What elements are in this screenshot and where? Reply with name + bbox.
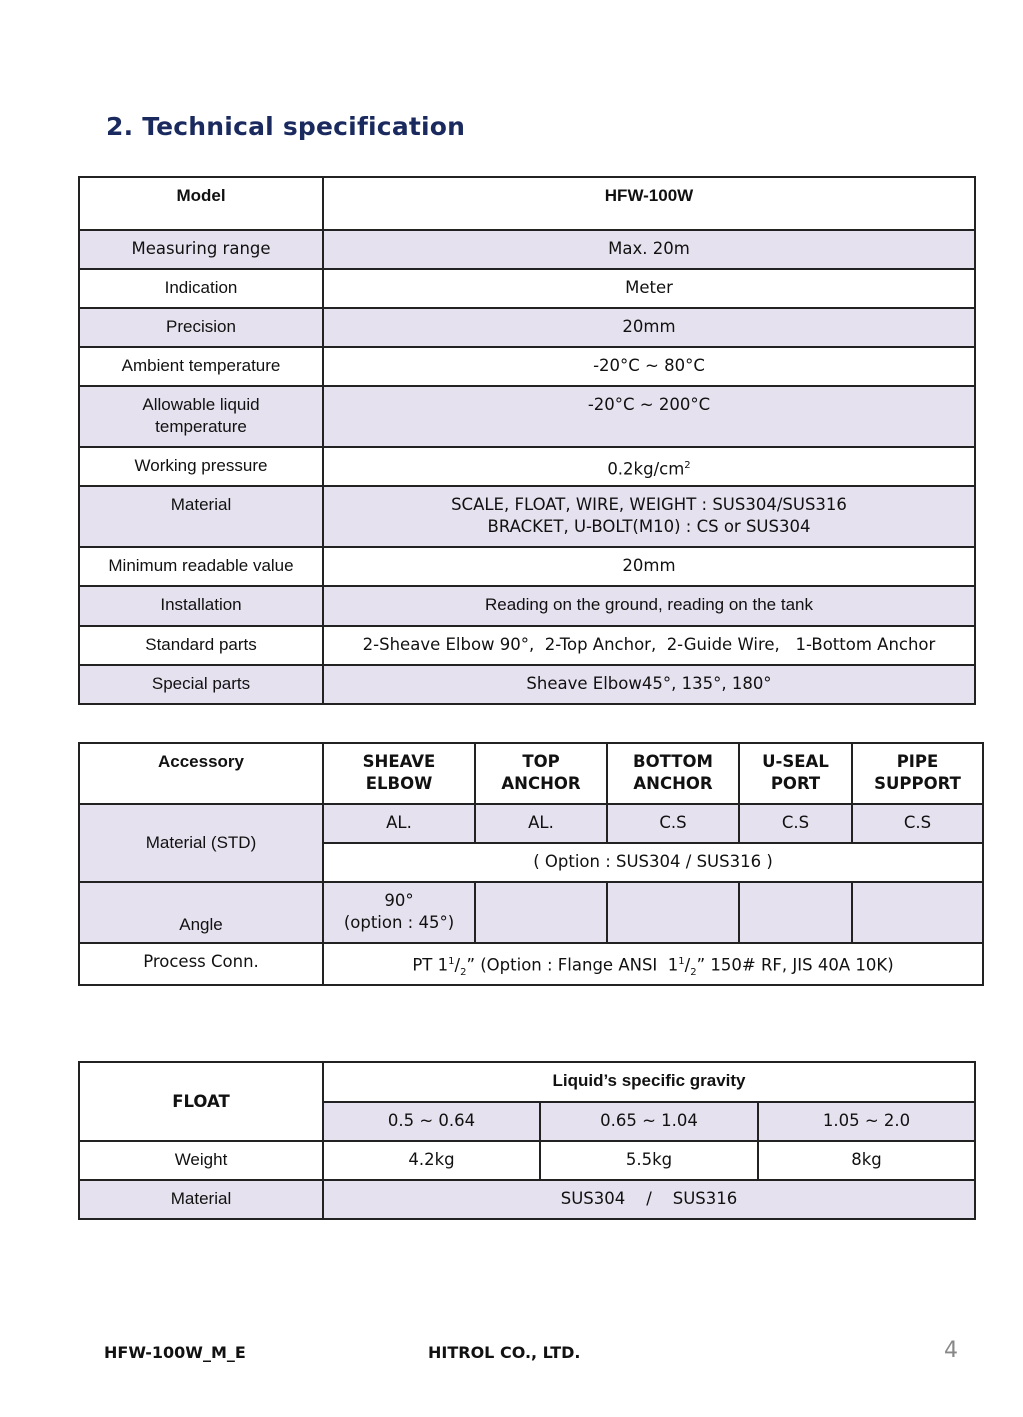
header-line: TOP xyxy=(522,752,560,771)
float-label: FLOAT xyxy=(79,1062,323,1141)
float-material-label: Material xyxy=(79,1180,323,1219)
spec-label: Measuring range xyxy=(79,230,323,269)
fraction-numerator: 1 xyxy=(678,956,685,967)
accessory-header: Accessory xyxy=(79,743,323,804)
header-line: SUPPORT xyxy=(874,774,961,793)
spec-value: Max. 20m xyxy=(323,230,975,269)
spec-row xyxy=(79,347,975,386)
spec-label: Allowable liquid temperature xyxy=(79,386,323,447)
fraction-slash: / xyxy=(684,955,691,975)
accessory-material-row xyxy=(79,804,983,843)
angle-value xyxy=(323,882,475,943)
pressure-exponent: 2 xyxy=(684,460,691,471)
spec-value: -20°C ~ 200°C xyxy=(323,386,975,447)
page-title: 2. Technical specification xyxy=(106,112,466,141)
header-line: ELBOW xyxy=(365,774,433,793)
spec-label: Material xyxy=(79,486,323,547)
accessory-angle-row xyxy=(79,882,983,943)
spec-row xyxy=(79,547,975,586)
pressure-value: 0.2kg/cm xyxy=(607,459,685,479)
angle-option: (option : 45°) xyxy=(343,913,455,932)
material-cell: AL. xyxy=(323,804,475,843)
page-number: 4 xyxy=(944,1338,958,1363)
spec-value: Meter xyxy=(323,269,975,308)
spec-value xyxy=(323,486,975,547)
spec-row xyxy=(79,486,975,547)
spec-row xyxy=(79,447,975,486)
material-line-1: SCALE, FLOAT, WIRE, WEIGHT : SUS304/SUS316 xyxy=(451,495,847,514)
process-conn-value xyxy=(323,943,983,985)
spec-value: 2-Sheave Elbow 90°, 2-Top Anchor, 2-Guide Wire, 1-Bottom Anchor xyxy=(323,626,975,665)
spec-value: Reading on the ground, reading on the tank xyxy=(323,586,975,626)
spec-row xyxy=(79,269,975,308)
gravity-header: Liquid’s specific gravity xyxy=(323,1062,975,1102)
spec-value: -20°C ~ 80°C xyxy=(323,347,975,386)
accessory-col-pipe-support xyxy=(852,743,983,804)
header-line: ANCHOR xyxy=(501,774,581,793)
spec-table xyxy=(78,176,976,705)
weight-value: 5.5kg xyxy=(540,1141,758,1180)
spec-header-model: Model xyxy=(79,177,323,230)
spec-label: Special parts xyxy=(79,665,323,704)
fraction-slash: / xyxy=(454,955,461,975)
spec-value: 20mm xyxy=(323,547,975,586)
spec-value xyxy=(323,447,975,486)
fraction-denominator: 2 xyxy=(690,966,697,978)
spec-label: Installation xyxy=(79,586,323,626)
header-line: ANCHOR xyxy=(633,774,713,793)
material-cell: C.S xyxy=(852,804,983,843)
header-line: SHEAVE xyxy=(362,752,436,771)
angle-label: Angle xyxy=(79,882,323,943)
gravity-range: 0.5 ~ 0.64 xyxy=(323,1102,540,1141)
material-std-label: Material (STD) xyxy=(79,804,323,882)
accessory-header-row xyxy=(79,743,983,804)
header-line: U-SEAL xyxy=(762,752,829,771)
spec-label: Working pressure xyxy=(79,447,323,486)
spec-label: Minimum readable value xyxy=(79,547,323,586)
float-table xyxy=(78,1061,976,1220)
accessory-col-top-anchor xyxy=(475,743,607,804)
process-text: PT 1 xyxy=(412,955,449,975)
gravity-range: 1.05 ~ 2.0 xyxy=(758,1102,975,1141)
weight-value: 4.2kg xyxy=(323,1141,540,1180)
process-text: ” 150# RF, JIS 40A 10K) xyxy=(696,955,894,975)
spec-label: Precision xyxy=(79,308,323,347)
spec-value: Sheave Elbow45°, 135°, 180° xyxy=(323,665,975,704)
spec-row xyxy=(79,586,975,626)
process-text: ” (Option : Flange ANSI 1 xyxy=(466,955,679,975)
accessory-col-u-seal-port xyxy=(739,743,852,804)
material-cell: C.S xyxy=(739,804,852,843)
gravity-range: 0.65 ~ 1.04 xyxy=(540,1102,758,1141)
spec-label: Ambient temperature xyxy=(79,347,323,386)
spec-value: 20mm xyxy=(323,308,975,347)
accessory-process-row xyxy=(79,943,983,985)
angle-empty-cell xyxy=(475,882,607,943)
material-cell: C.S xyxy=(607,804,739,843)
float-material-row xyxy=(79,1180,975,1219)
spec-row xyxy=(79,626,975,665)
material-line-2: BRACKET, U-BOLT(M10) : CS or SUS304 xyxy=(487,517,811,536)
material-cell: AL. xyxy=(475,804,607,843)
spec-row xyxy=(79,386,975,447)
fraction-numerator: 1 xyxy=(448,956,455,967)
header-line: PORT xyxy=(770,774,821,793)
float-material-value: SUS304 / SUS316 xyxy=(323,1180,975,1219)
angle-empty-cell xyxy=(607,882,739,943)
spec-row xyxy=(79,665,975,704)
angle-degree: 90° xyxy=(384,891,414,910)
header-line: BOTTOM xyxy=(633,752,713,771)
footer-doc-code: HFW-100W_M_E xyxy=(104,1343,246,1362)
float-header-row xyxy=(79,1062,975,1102)
fraction-denominator: 2 xyxy=(460,966,467,978)
accessory-table xyxy=(78,742,984,986)
footer-company: HITROL CO., LTD. xyxy=(428,1343,581,1362)
spec-label: Standard parts xyxy=(79,626,323,665)
accessory-col-bottom-anchor xyxy=(607,743,739,804)
process-conn-label: Process Conn. xyxy=(79,943,323,985)
material-option: ( Option : SUS304 / SUS316 ) xyxy=(323,843,983,882)
accessory-col-sheave-elbow xyxy=(323,743,475,804)
spec-row xyxy=(79,230,975,269)
spec-label: Indication xyxy=(79,269,323,308)
spec-header-value: HFW-100W xyxy=(323,177,975,230)
angle-empty-cell xyxy=(739,882,852,943)
spec-row xyxy=(79,308,975,347)
angle-empty-cell xyxy=(852,882,983,943)
weight-label: Weight xyxy=(79,1141,323,1180)
spec-header-row xyxy=(79,177,975,230)
weight-value: 8kg xyxy=(758,1141,975,1180)
float-weight-row xyxy=(79,1141,975,1180)
header-line: PIPE xyxy=(896,752,939,771)
